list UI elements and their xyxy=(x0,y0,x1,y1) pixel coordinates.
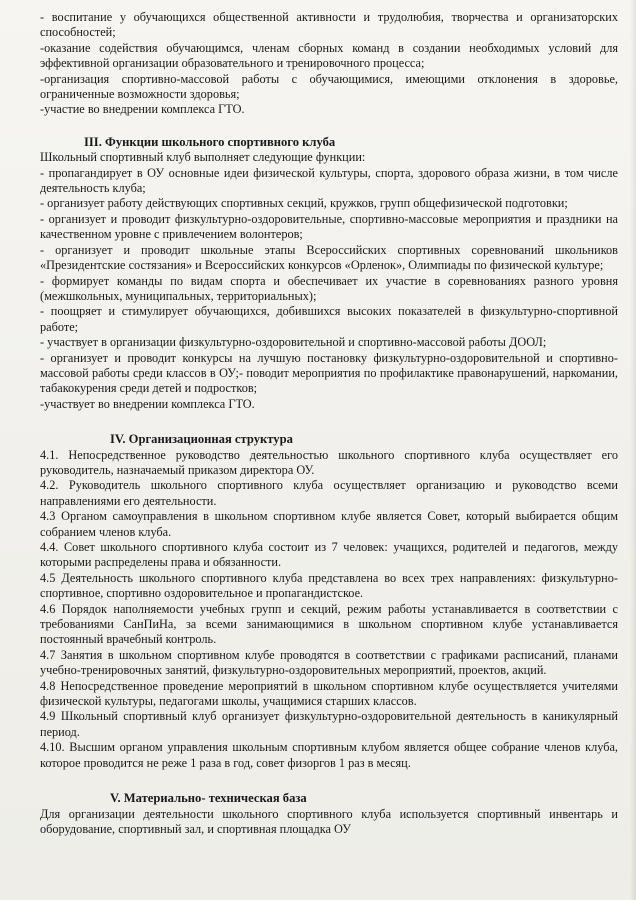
section-heading-functions: III. Функции школьного спортивного клуба xyxy=(84,134,336,149)
list-item: -участвует во внедрении комплекса ГТО. xyxy=(40,396,255,411)
list-item: - пропагандирует в ОУ основные идеи физической культуры, спорта, здорового образа жизни, в том числе деятельность клуба; xyxy=(40,165,618,196)
numbered-item: 4.8 Непосредственное проведение мероприятий в школьном спортивном клубе осуществляется учителями физической культуры, педагогами школы, учащимися старших классов. xyxy=(40,678,618,709)
numbered-item: 4.2. Руководитель школьного спортивного клуба осуществляет организацию и руководство всеми направлениями его деятельности. xyxy=(40,478,618,508)
paragraph: Для организации деятельности школьного спортивного клуба используется спортивный инвентарь и оборудование, спортивный зал, и спортивная площадка ОУ xyxy=(40,806,618,836)
list-item: -оказание содействия обучающимся, членам сборных команд в создании необходимых условий для эффективной организации образовательного и тренировочного процесса; xyxy=(40,40,618,71)
section-functions xyxy=(40,150,618,412)
list-item: - организует и проводит конкурсы на лучшую постановку физкультурно-оздоровительной и спортивно-массовой работы среди классов в ОУ;- поводит мероприятия по профилактике правонарушений, наркомании, табакокурения среди детей и подростков; xyxy=(40,350,618,396)
section-facilities xyxy=(40,807,618,838)
numbered-item: 4.1. Непосредственное руководство деятельностью школьного спортивного клуба осуществляет его руководитель, назначаемый приказом директора ОУ. xyxy=(40,447,618,477)
list-item: - участвует в организации физкультурно-оздоровительной и спортивно-массовой работы ДООЛ; xyxy=(40,335,547,350)
numbered-item: 4.3 Органом самоуправления в школьном спортивном клубе является Совет, который выбирается общим собранием членов клуба. xyxy=(40,509,618,539)
scan-edge-shadow xyxy=(630,0,636,900)
numbered-item: 4.4. Совет школьного спортивного клуба состоит из 7 человек: учащихся, родителей и педагогов, между которыми распределены права и обязанности. xyxy=(40,540,618,570)
list-item: - организует работу действующих спортивных секций, кружков, групп общефизической подготовки; xyxy=(40,196,568,211)
numbered-item: 4.10. Высшим органом управления школьным спортивным клубом является общее собрание членов клуба, которое проводится не реже 1 раза в год, совет физоргов 1 раз в месяц. xyxy=(40,740,618,770)
list-item: - организует и проводит школьные этапы Всероссийских спортивных соревнований школьников «Президентские состязания» и Всероссийских конкурсов «Орленок», Олимпиады по физической культуре; xyxy=(40,242,618,273)
list-item: - поощряет и стимулирует обучающихся, добившихся высоких показателей в физкультурно-спортивной работе; xyxy=(40,304,618,334)
numbered-item: 4.7 Занятия в школьном спортивном клубе проводятся в соответствии с графиками расписаний, планами учебно-тренировочных занятий, физкультурно-оздоровительных мероприятий, проектов, акций. xyxy=(40,647,618,678)
section-heading-structure: IV. Организационная структура xyxy=(110,432,293,447)
section-heading-facilities: V. Материально- техническая база xyxy=(110,791,307,806)
section-lead: Школьный спортивный клуб выполняет следующие функции: xyxy=(40,150,366,165)
list-item: - организует и проводит физкультурно-оздоровительные, спортивно-массовые мероприятия и праздники на качественном уровне с привлечением волонтеров; xyxy=(40,211,618,242)
intro-list xyxy=(40,10,618,118)
list-item: - формирует команды по видам спорта и обеспечивает их участие в соревнованиях разного уровня (межшкольных, муниципальных, территориальных); xyxy=(40,273,618,303)
numbered-item: 4.6 Порядок наполняемости учебных групп и секций, режим работы устанавливается в соответствии с требованиями СанПиНа, за всеми занимающимися в школьном спортивном клубе устанавливается постоянный врачебный контроль. xyxy=(40,601,618,647)
list-item: -участие во внедрении комплекса ГТО. xyxy=(40,102,245,117)
list-item: -организация спортивно-массовой работы с обучающимися, имеющими отклонения в здоровье, ограниченные возможности здоровья; xyxy=(40,71,618,102)
numbered-item: 4.9 Школьный спортивный клуб организует физкультурно-оздоровительной деятельность в каникулярный период. xyxy=(40,709,618,739)
list-item: - воспитание у обучающихся общественной активности и трудолюбия, творчества и организаторских способностей; xyxy=(40,10,618,40)
section-structure xyxy=(40,448,618,772)
numbered-item: 4.5 Деятельность школьного спортивного клуба представлена во всех трех направлениях: физкультурно-спортивное, спортивно оздоровительное и пропагандистское. xyxy=(40,570,618,601)
